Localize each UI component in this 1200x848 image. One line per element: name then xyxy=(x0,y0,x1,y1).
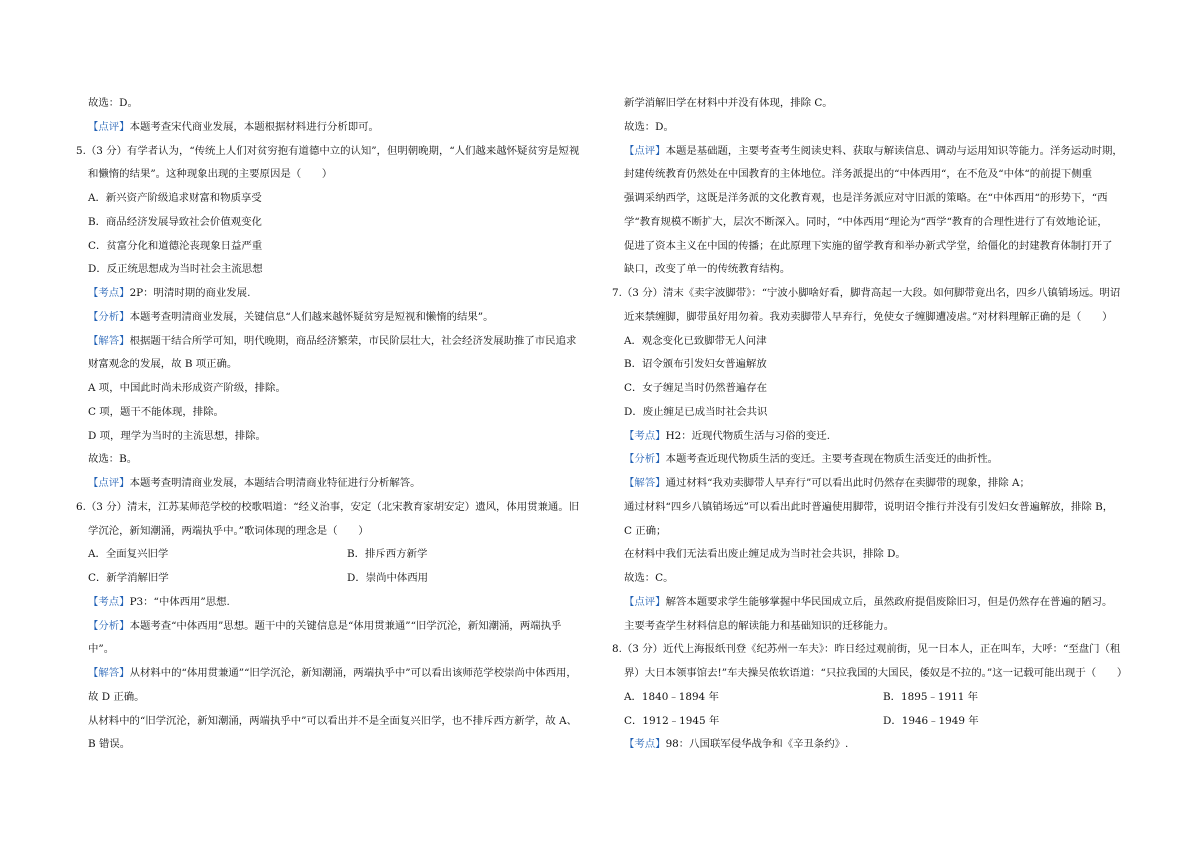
question-8-options-row-1 xyxy=(612,686,1142,710)
question-5-option-a: A．新兴资产阶级追求财富和物质享受 xyxy=(88,192,262,204)
question-7-stem: 7.（3 分）清末《卖字波脚带》：“宁波小脚啥好看，脚背高起一大段。如何脚带竟出名，四乡八镇销场远。明诏 xyxy=(612,287,1121,299)
question-5-stem-cont: 和懒惰的结果”。这种现象出现的主要原因是（ ） xyxy=(88,168,333,181)
question-6-dianping-cont: 促进了资本主义在中国的传播；在此原理下实施的留学教育和举办新式学堂，给僵化的封建教育体制打开了 xyxy=(624,239,1113,252)
kaodian-text: 98：八国联军侵华战争和《辛丑条约》. xyxy=(665,738,849,751)
question-5-kaodian xyxy=(76,282,606,306)
question-7-dianping xyxy=(612,591,1142,615)
question-6-dianping xyxy=(612,140,1142,164)
question-5-dianping xyxy=(76,472,606,496)
question-6-options-row-2 xyxy=(76,567,606,591)
question-6-jieda-cont: B 错误。 xyxy=(88,738,131,751)
fenxi-text: 本题考查近现代物质生活的变迁。主要考查现在物质生活变迁的曲折性。 xyxy=(665,453,999,466)
question-6-jieda-cont: 从材料中的“旧学沉沦，新知潮涌，两端执乎中”可以看出并不是全面复兴旧学，也不排斥西方新学，故 A、 xyxy=(88,714,578,727)
question-6-fenxi xyxy=(76,615,606,639)
kaodian-tag: 【考点】 xyxy=(624,429,666,442)
question-6-stem-cont: 学沉沦，新知潮涌，两端执乎中。”歌词体现的理念是（ ） xyxy=(88,524,369,537)
question-6-jieda-cont: 故 D 正确。 xyxy=(88,690,145,703)
question-8-option-d: D．1946﹣1949 年 xyxy=(883,714,979,727)
question-6-option-c: C．新学消解旧学 xyxy=(88,572,169,584)
question-8-stem: 8.（3 分）近代上海报纸刊登《纪苏州一车夫》：昨日经过观前街，见一日本人，正在叫车，大呼：“至盘门（租 xyxy=(612,643,1121,656)
question-7-answer: 故选：C。 xyxy=(624,572,674,584)
question-6-jieda xyxy=(76,662,606,686)
question-6-dianping-cont: 封建传统教育仍然处在中国教育的主体地位。洋务派提出的“中体西用“，在不危及“中体“的前提下侧重 xyxy=(624,168,1093,181)
question-7-option-b: B．诏令颁布引发妇女普遍解放 xyxy=(624,358,767,371)
fenxi-tag: 【分析】 xyxy=(624,453,666,466)
question-8-stem-cont: 界）大日本领事馆去!”车夫操吴侬软语道：“只拉我国的大国民，倭奴是不拉的。”这一记载可能出现于（ ） xyxy=(624,667,1128,679)
comment-text: 本题考查宋代商业发展，本题根据材料进行分析即可。 xyxy=(129,120,379,133)
jieda-text: 通过材料“我劝卖脚带人早弃行”可以看出此时仍然存在卖脚带的现象，排除 A； xyxy=(665,477,1030,489)
question-6-kaodian xyxy=(76,591,606,615)
question-7-kaodian xyxy=(612,425,1142,449)
dianping-text: 解答本题要求学生能够掌握中华民国成立后，虽然政府提倡废除旧习，但是仍然存在普遍的陋习。 xyxy=(665,595,1113,608)
question-6-dianping-cont: 强调采纳西学，这既是洋务派的文化教育观，也是洋务派应对守旧派的策略。在“中体西用“的形势下，“西 xyxy=(624,192,1108,204)
kaodian-text: P3：“中体西用”思想. xyxy=(129,595,230,608)
dianping-text: 本题考查明清商业发展，本题结合明清商业特征进行分析解答。 xyxy=(129,477,421,489)
question-6-dianping-cont: 缺口，改变了单一的传统教育结构。 xyxy=(624,263,791,276)
question-7-option-d: D．废止缠足已成当时社会共识 xyxy=(624,405,768,418)
question-7-dianping-cont: 主要考查学生材料信息的解读能力和基础知识的迁移能力。 xyxy=(624,619,895,632)
dianping-tag: 【点评】 xyxy=(624,595,666,608)
question-5-jieda-cont: 财富观念的发展，故 B 项正确。 xyxy=(88,358,238,371)
question-7-option-a: A．观念变化已致脚带无人问津 xyxy=(624,334,767,347)
question-8-option-c: C．1912﹣1945 年 xyxy=(624,714,720,727)
question-7-jieda-cont: 通过材料“四乡八镇销场远”可以看出此时普遍使用脚带，说明诏令推行并没有引发妇女普遍解放，排除 B， xyxy=(624,500,1114,513)
jieda-tag: 【解答】 xyxy=(88,334,130,347)
question-5-jieda xyxy=(76,330,606,354)
question-5-option-d: D．反正统思想成为当时社会主流思想 xyxy=(88,263,263,276)
question-5-option-c: C．贫富分化和道德沦丧现象日益严重 xyxy=(88,239,263,252)
fenxi-text: 本题考查明清商业发展，关键信息“人们越来越怀疑贫穷是短视和懒惰的结果”。 xyxy=(129,310,494,323)
question-6-option-a: A．全面复兴旧学 xyxy=(88,548,169,561)
kaodian-text: 2P：明清时期的商业发展. xyxy=(129,287,251,299)
kaodian-tag: 【考点】 xyxy=(624,738,666,751)
question-5-option-b: B．商品经济发展导致社会价值观变化 xyxy=(88,215,262,228)
question-5-fenxi xyxy=(76,306,606,330)
question-7-stem-cont: 近来禁缠脚，脚带虽好用勿着。我劝卖脚带人早弃行，免使女子缠脚遭凌虐。”对材料理解正确的是（ ） xyxy=(624,310,1113,323)
right-column xyxy=(612,92,1142,757)
question-6-fenxi-cont: 中”。 xyxy=(88,643,115,656)
question-8-options-row-2 xyxy=(612,710,1142,734)
question-6-jieda-cont: 新学消解旧学在材料中并没有体现，排除 C。 xyxy=(624,97,833,109)
question-7-fenxi xyxy=(612,448,1142,472)
question-5-jieda-cont: D 项，理学为当时的主流思想，排除。 xyxy=(88,429,266,442)
question-6-answer: 故选：D。 xyxy=(624,120,674,133)
comment-tag: 【点评】 xyxy=(88,120,130,133)
kaodian-tag: 【考点】 xyxy=(88,287,130,299)
question-6-option-d: D．崇尚中体西用 xyxy=(347,572,429,584)
answer-line: 故选：D。 xyxy=(88,97,138,109)
question-8-option-a: A．1840﹣1894 年 xyxy=(624,690,719,703)
left-column xyxy=(76,92,606,757)
question-5-jieda-cont: A 项，中国此时尚未形成资产阶级，排除。 xyxy=(88,382,286,394)
question-6-dianping-cont: 学“教育规模不断扩大，层次不断深入。同时，“中体西用“理论为“西学“教育的合理性进行了有效地论证， xyxy=(624,215,1108,228)
dianping-tag: 【点评】 xyxy=(624,144,666,157)
dianping-tag: 【点评】 xyxy=(88,477,130,489)
jieda-tag: 【解答】 xyxy=(624,477,666,489)
jieda-text: 从材料中的“体用贯兼通”“旧学沉沦，新知潮涌，两端执乎中”可以看出该师范学校崇尚中体西用， xyxy=(129,667,577,679)
question-8-option-b: B．1895﹣1911 年 xyxy=(883,690,978,703)
question-5-jieda-cont: C 项，题干不能体现，排除。 xyxy=(88,405,224,418)
dianping-text: 本题是基础题，主要考查考生阅读史料、获取与解读信息、调动与运用知识等能力。洋务运动时期， xyxy=(665,144,1123,157)
fenxi-tag: 【分析】 xyxy=(88,619,130,632)
jieda-tag: 【解答】 xyxy=(88,667,130,679)
fenxi-text: 本题考查“中体西用”思想。题干中的关键信息是“体用贯兼通”“旧学沉沦，新知潮涌，两端执乎 xyxy=(129,619,562,632)
comment-line xyxy=(76,116,606,140)
question-6-options-row-1 xyxy=(76,543,606,567)
question-5-answer: 故选：B。 xyxy=(88,453,138,466)
question-7-option-c: C．女子缠足当时仍然普遍存在 xyxy=(624,382,768,394)
kaodian-text: H2：近现代物质生活与习俗的变迁. xyxy=(665,429,831,442)
question-7-jieda xyxy=(612,472,1142,496)
question-6-option-b: B．排斥西方新学 xyxy=(347,548,428,561)
fenxi-tag: 【分析】 xyxy=(88,310,130,323)
jieda-text: 根据题干结合所学可知，明代晚期，商品经济繁荣，市民阶层壮大，社会经济发展助推了市民追求 xyxy=(129,334,577,347)
question-7-jieda-cont: 在材料中我们无法看出废止缠足成为当时社会共识，排除 D。 xyxy=(624,548,906,561)
question-6-stem: 6.（3 分）清末，江苏某师范学校的校歌唱道：“经义治事，安定（北宋教育家胡安定）遗风，体用贯兼通。旧 xyxy=(76,500,580,513)
question-7-jieda-cont: C 正确； xyxy=(624,524,667,537)
question-8-kaodian xyxy=(612,733,1142,757)
kaodian-tag: 【考点】 xyxy=(88,595,130,608)
question-5-stem: 5.（3 分）有学者认为，“传统上人们对贫穷抱有道德中立的认知”，但明朝晚期，“人们越来越怀疑贫穷是短视 xyxy=(76,144,580,157)
